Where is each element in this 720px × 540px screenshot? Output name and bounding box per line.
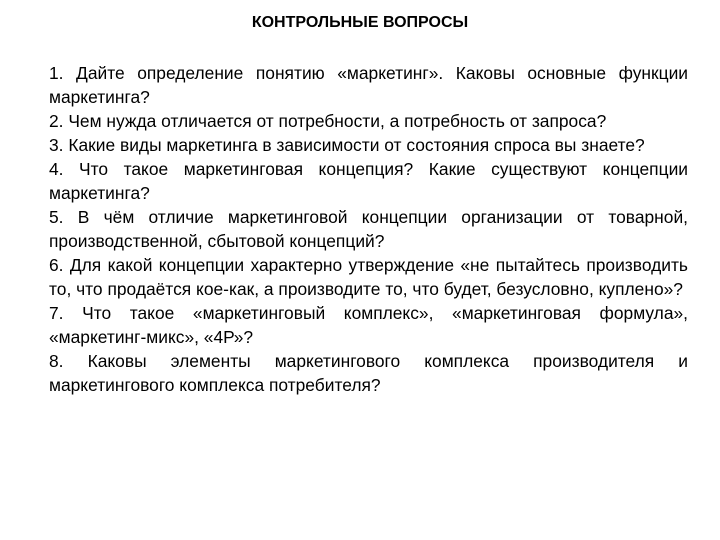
- question-5: 5. В чём отличие маркетинговой концепции организации от товарной, производственной, сбытовой концепций?: [49, 207, 688, 251]
- question-6: 6. Для какой концепции характерно утверждение «не пытайтесь производить то, что продаётся кое-как, а производите то, что будет, безусловно, куплено»?: [49, 255, 688, 299]
- question-8: 8. Каковы элементы маркетингового комплекса производителя и маркетингового комплекса потребителя?: [49, 351, 688, 395]
- question-4: 4. Что такое маркетинговая концепция? Какие существуют концепции маркетинга?: [49, 159, 688, 203]
- question-2: 2. Чем нужда отличается от потребности, а потребность от запроса?: [49, 111, 607, 131]
- slide-title: КОНТРОЛЬНЫЕ ВОПРОСЫ: [251, 14, 469, 31]
- question-3: 3. Какие виды маркетинга в зависимости от состояния спроса вы знаете?: [49, 135, 645, 155]
- question-7: 7. Что такое «маркетинговый комплекс», «маркетинговая формула», «маркетинг-микс», «4Р»?: [49, 303, 688, 347]
- questions-list: [49, 61, 688, 397]
- question-1: 1. Дайте определение понятию «маркетинг». Каковы основные функции маркетинга?: [49, 63, 688, 107]
